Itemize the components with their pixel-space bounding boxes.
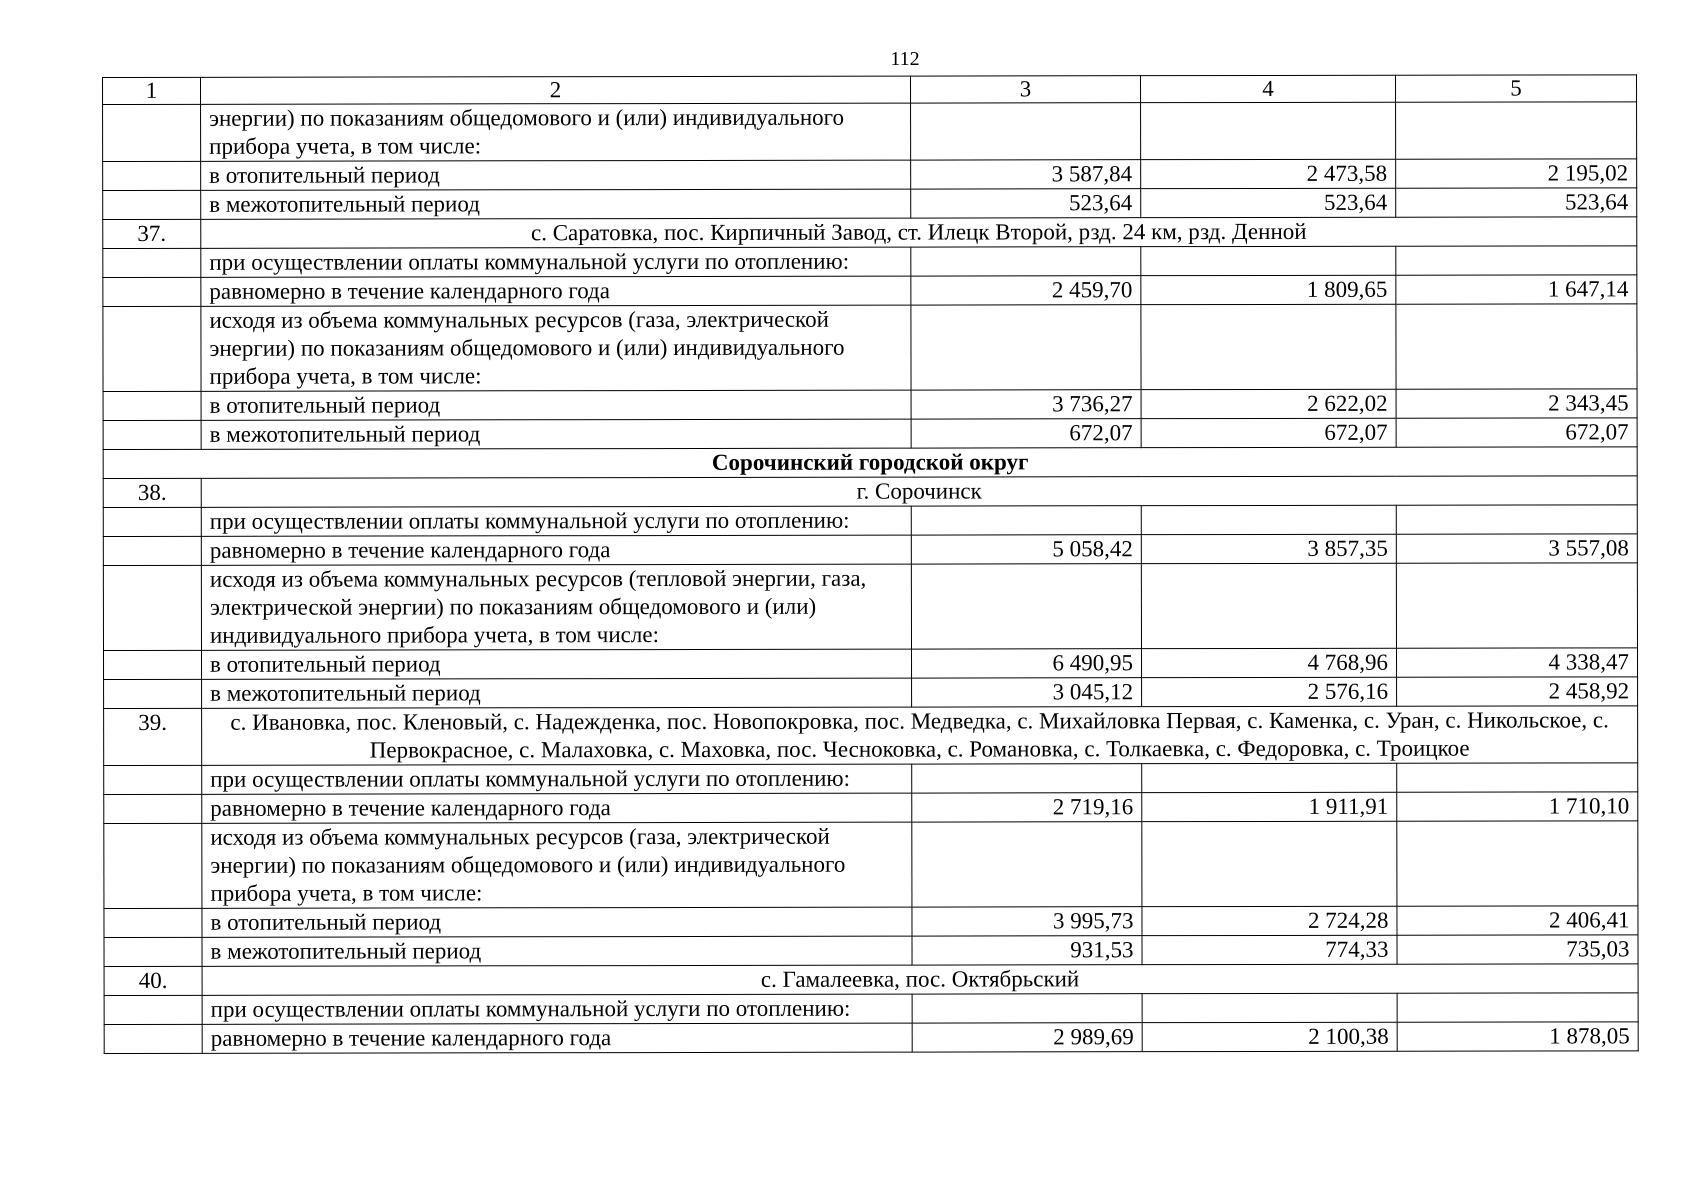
tariff-value-4 <box>1142 821 1397 906</box>
row-number <box>103 306 201 391</box>
tariff-value-5 <box>1397 821 1638 906</box>
tariff-table <box>102 74 1639 1054</box>
description-row <box>104 763 1638 795</box>
tariff-value-3: 6 490,95 <box>911 649 1141 678</box>
section-row <box>103 447 1637 479</box>
tariff-value-5: 672,07 <box>1396 418 1637 447</box>
row-number <box>104 937 202 966</box>
row-description: в отопительный период <box>202 649 912 679</box>
row-description: равномерно в течение календарного года <box>202 1023 912 1053</box>
row-description: в отопительный период <box>201 390 911 420</box>
row-description: равномерно в течение календарного года <box>201 535 911 565</box>
tariff-value-5: 3 557,08 <box>1396 534 1637 563</box>
row-description: в межотопительный период <box>201 419 911 449</box>
section-title: Сорочинский городской округ <box>103 447 1637 479</box>
value-row <box>104 906 1638 938</box>
tariff-value-3: 3 736,27 <box>911 390 1141 419</box>
value-row <box>104 677 1638 709</box>
tariff-value-3: 5 058,42 <box>911 535 1141 564</box>
row-number <box>104 650 202 679</box>
column-header: 1 <box>103 77 201 104</box>
row-number: 37. <box>103 219 201 248</box>
tariff-value-3 <box>912 822 1142 907</box>
tariff-value-4: 2 622,02 <box>1141 389 1396 418</box>
tariff-value-4: 3 857,35 <box>1141 534 1396 563</box>
row-description: в межотопительный период <box>201 189 911 219</box>
tariff-value-5: 4 338,47 <box>1396 648 1637 677</box>
locality-row <box>104 964 1638 996</box>
row-description: равномерно в течение календарного года <box>201 276 911 306</box>
tariff-value-3: 523,64 <box>911 189 1141 218</box>
row-number <box>103 391 201 420</box>
tariff-value-3: 2 989,69 <box>912 1023 1142 1052</box>
tariff-value-3: 2 459,70 <box>911 276 1141 305</box>
row-number: 40. <box>104 966 202 995</box>
row-description: в межотопительный период <box>202 678 912 708</box>
tariff-value-3 <box>912 994 1142 1023</box>
row-description: исходя из объема коммунальных ресурсов (газа, электрической энергии) по показаниям общедомового и (или) индивидуального прибора учета, в том числе: <box>201 305 911 391</box>
tariff-value-3: 3 045,12 <box>912 678 1142 707</box>
tariff-value-3: 3 995,73 <box>912 907 1142 936</box>
description-row <box>104 821 1638 909</box>
tariff-value-5 <box>1396 563 1637 648</box>
tariff-value-4: 672,07 <box>1141 418 1396 447</box>
row-number <box>104 679 202 708</box>
row-description: в отопительный период <box>201 160 911 190</box>
tariff-value-5 <box>1397 993 1638 1022</box>
tariff-value-3 <box>911 247 1141 276</box>
row-number <box>104 908 202 937</box>
tariff-value-5 <box>1396 505 1637 534</box>
tariff-value-4 <box>1142 993 1397 1022</box>
row-description: при осуществлении оплаты коммунальной услуги по отоплению: <box>202 994 912 1024</box>
row-description: исходя из объема коммунальных ресурсов (газа, электрической энергии) по показаниям общедомового и (или) индивидуального прибора учета, в том числе: <box>202 822 912 908</box>
tariff-value-5: 2 458,92 <box>1397 677 1638 706</box>
row-description: равномерно в течение календарного года <box>202 793 912 823</box>
tariff-value-5: 2 343,45 <box>1396 389 1637 418</box>
value-row <box>104 648 1638 680</box>
row-description: при осуществлении оплаты коммунальной услуги по отоплению: <box>201 506 911 536</box>
tariff-value-5 <box>1396 304 1637 389</box>
locality-name: с. Гамалеевка, пос. Октябрьский <box>202 964 1638 996</box>
tariff-value-4: 523,64 <box>1141 188 1396 217</box>
row-number <box>103 536 201 565</box>
tariff-value-5: 1 878,05 <box>1397 1022 1638 1051</box>
column-header: 4 <box>1140 75 1395 102</box>
column-header: 5 <box>1395 75 1636 102</box>
tariff-value-4 <box>1141 505 1396 534</box>
tariff-value-4 <box>1141 563 1396 648</box>
row-number: 39. <box>104 708 202 765</box>
value-row <box>103 389 1637 421</box>
tariff-value-4: 2 100,38 <box>1142 1022 1397 1051</box>
tariff-value-4: 2 724,28 <box>1142 906 1397 935</box>
locality-name: г. Сорочинск <box>201 476 1637 508</box>
tariff-value-3: 672,07 <box>911 419 1141 448</box>
row-description: при осуществлении оплаты коммунальной услуги по отоплению: <box>202 764 912 794</box>
tariff-value-5 <box>1396 246 1637 275</box>
tariff-value-4: 1 809,65 <box>1141 275 1396 304</box>
tariff-value-5 <box>1397 763 1638 792</box>
locality-name: с. Ивановка, пос. Кленовый, с. Надежденка, пос. Новопокровка, пос. Медведка, с. Михайловка Первая, с. Каменка, с. Уран, с. Никольское, с. Первокрасное, с. Малаховка, с. Маховка, пос. Чесноковка, с. Романовка, с. Толкаевка, с. Федоровка, с. Троицкое <box>202 706 1638 766</box>
tariff-value-5: 1 710,10 <box>1397 792 1638 821</box>
tariff-value-5: 2 195,02 <box>1396 159 1637 188</box>
page-number: 112 <box>890 48 920 70</box>
tariff-value-3: 3 587,84 <box>911 160 1141 189</box>
row-number <box>103 104 201 161</box>
tariff-value-5: 1 647,14 <box>1396 275 1637 304</box>
row-number <box>103 277 201 306</box>
tariff-value-5: 735,03 <box>1397 935 1638 964</box>
row-number <box>104 765 202 794</box>
row-number <box>103 565 201 650</box>
description-row <box>103 102 1637 162</box>
tariff-value-3 <box>911 506 1141 535</box>
tariff-value-4: 2 576,16 <box>1142 677 1397 706</box>
value-row <box>103 275 1637 307</box>
locality-row <box>103 476 1637 508</box>
tariff-value-4 <box>1141 304 1396 389</box>
value-row <box>103 534 1637 566</box>
table-header-row <box>103 75 1637 105</box>
row-description: в отопительный период <box>202 907 912 937</box>
column-header: 2 <box>201 76 911 104</box>
row-number <box>104 1024 202 1053</box>
row-number <box>103 420 201 449</box>
value-row <box>104 935 1638 967</box>
tariff-value-5: 523,64 <box>1396 188 1637 217</box>
value-row <box>103 418 1637 450</box>
row-number <box>103 248 201 277</box>
row-number <box>104 995 202 1024</box>
row-description: энергии) по показаниям общедомового и (или) индивидуального прибора учета, в том числе: <box>201 103 911 161</box>
tariff-value-3 <box>912 764 1142 793</box>
value-row <box>104 1022 1638 1054</box>
value-row <box>104 792 1638 824</box>
tariff-value-5 <box>1396 102 1637 159</box>
tariff-value-3: 2 719,16 <box>912 793 1142 822</box>
description-row <box>103 563 1637 651</box>
row-number <box>103 507 201 536</box>
locality-name: с. Саратовка, пос. Кирпичный Завод, ст. Илецк Второй, рзд. 24 км, рзд. Денной <box>201 217 1637 249</box>
tariff-value-4: 774,33 <box>1142 935 1397 964</box>
row-description: при осуществлении оплаты коммунальной услуги по отоплению: <box>201 247 911 277</box>
tariff-value-4: 4 768,96 <box>1141 648 1396 677</box>
tariff-value-4 <box>1142 763 1397 792</box>
row-number: 38. <box>103 478 201 507</box>
row-number <box>104 823 202 908</box>
tariff-value-3 <box>911 305 1141 390</box>
row-number <box>104 794 202 823</box>
tariff-value-3 <box>911 564 1141 649</box>
tariff-value-4: 2 473,58 <box>1141 159 1396 188</box>
tariff-table-wrapper <box>102 74 1638 1054</box>
row-number <box>103 161 201 190</box>
description-row <box>104 993 1638 1025</box>
row-number <box>103 190 201 219</box>
value-row <box>103 159 1637 191</box>
locality-row <box>103 217 1637 249</box>
description-row <box>103 246 1637 278</box>
tariff-value-3 <box>911 103 1141 160</box>
tariff-value-5: 2 406,41 <box>1397 906 1638 935</box>
column-header: 3 <box>910 76 1140 103</box>
value-row <box>103 188 1637 220</box>
tariff-value-3: 931,53 <box>912 936 1142 965</box>
row-description: исходя из объема коммунальных ресурсов (тепловой энергии, газа, электрической энергии) по показаниям общедомового и (или) индивидуального прибора учета, в том числе: <box>201 564 911 650</box>
locality-row <box>104 706 1638 766</box>
tariff-value-4: 1 911,91 <box>1142 792 1397 821</box>
tariff-value-4 <box>1141 102 1396 159</box>
row-description: в межотопительный период <box>202 936 912 966</box>
description-row <box>103 505 1637 537</box>
description-row <box>103 304 1637 392</box>
tariff-value-4 <box>1141 246 1396 275</box>
